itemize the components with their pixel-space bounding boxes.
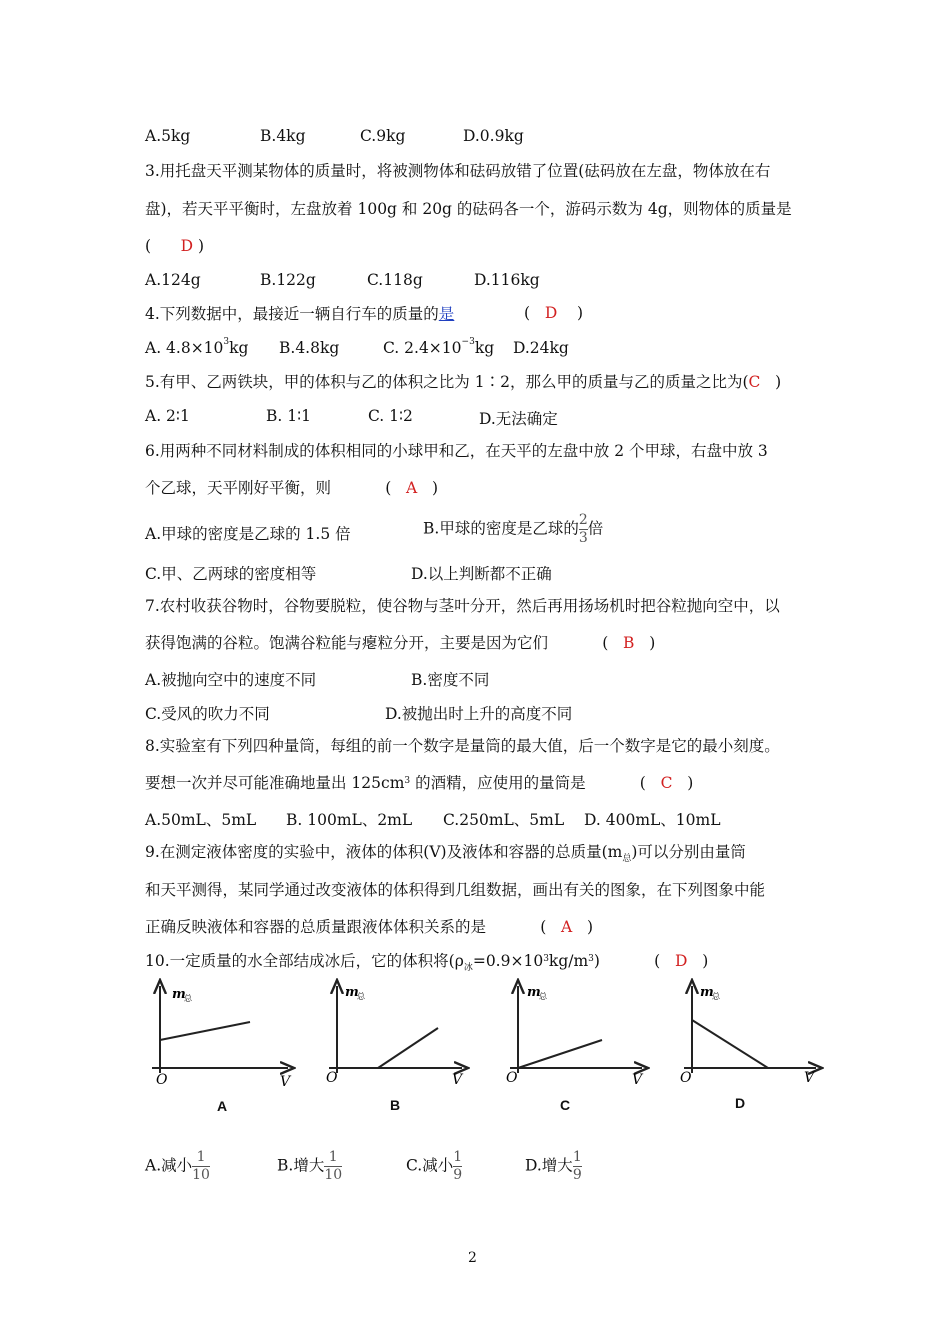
q5-answer: C	[748, 373, 761, 391]
graph-label-b: B	[390, 1097, 401, 1113]
q6-option-c: C.甲、乙两球的密度相等	[145, 565, 317, 583]
q9-answer: A	[561, 918, 573, 936]
graph-b-x-label: V	[452, 1072, 463, 1088]
q9-graphs	[140, 978, 830, 1088]
graph-d-y-label: m	[700, 985, 714, 1000]
graph-d	[680, 985, 816, 1086]
graph-b-y-sub: 总	[357, 992, 365, 1001]
q5-option-a: A. 2∶1	[145, 407, 190, 425]
graph-label-a: A	[217, 1098, 228, 1114]
q7-line2: 获得饱满的谷粒。饱满谷粒能与瘪粒分开，主要是因为它们 ( B )	[145, 634, 656, 652]
graph-c	[506, 985, 644, 1088]
q2-option-b: B.4kg	[260, 127, 306, 145]
q3-option-c: C.118g	[367, 271, 423, 289]
graph-d-y-sub: 总	[712, 992, 720, 1001]
q2-option-a: A.5kg	[145, 127, 191, 145]
page-number: 2	[468, 1250, 477, 1266]
q7-option-a: A.被抛向空中的速度不同	[145, 671, 317, 689]
q4-option-a: A. $4.8\times 10^3kg$	[145, 337, 249, 357]
q8-option-d: D. 400mL、10mL	[584, 811, 721, 829]
q10-option-a: A.减小 $\frac{1}{10}$	[145, 1149, 210, 1183]
q5-option-c: C. 1∶2	[368, 407, 413, 425]
q6-option-d: D.以上判断都不正确	[411, 565, 552, 583]
q6-option-b: B.甲球的密度是乙球的 $\frac{2}{3}$ 倍	[423, 512, 604, 546]
q3-line2: 盘)，若天平平衡时，左盘放着 100g 和 20g 的砝码各一个，游码示数为 4g，则物体的质量是	[145, 200, 792, 218]
graph-label-d: D	[735, 1095, 746, 1111]
q3-option-d: D.116kg	[474, 271, 540, 289]
q3-option-a: A.124g	[145, 271, 201, 289]
q8-option-b: B. 100mL、2mL	[286, 811, 413, 829]
q6-answer: A	[406, 479, 418, 497]
q4-line: 4.下列数据中，最接近一辆自行车的质量的是	[145, 305, 455, 323]
q10-option-d: D.增大 $\frac{1}{9}$	[525, 1149, 582, 1183]
q4-answer: D	[544, 304, 558, 322]
q7-option-d: D.被抛出时上升的高度不同	[385, 705, 573, 723]
q4-option-c: C. $2.4\times 10^{-3}kg$	[383, 337, 495, 357]
graph-b-origin: O	[326, 1070, 338, 1086]
q10-b-fraction: $\frac{1}{10}$	[324, 1149, 343, 1183]
graph-c-line	[518, 1040, 602, 1068]
graph-a-x-label: V	[280, 1074, 291, 1088]
q5-option-d: D.无法确定	[479, 410, 558, 428]
q8-answer: C	[660, 774, 673, 792]
graph-a-line	[160, 1022, 250, 1040]
q10-c-fraction: $\frac{1}{9}$	[453, 1149, 463, 1183]
q8-line2: 要想一次并尽可能准确地量出 $125cm^3$ 的酒精，应使用的量筒是 ( C )	[145, 774, 694, 792]
q6-option-a: A.甲球的密度是乙球的 1.5 倍	[145, 525, 351, 543]
q9-line1: 9.在测定液体密度的实验中，液体的体积(V)及液体和容器的总质量$(m_总)$可以分别由量筒	[145, 843, 746, 865]
q8-option-a: A.50mL、5mL	[145, 811, 257, 829]
q7-line1: 7.农村收获谷物时，谷物要脱粒，使谷物与茎叶分开，然后再用扬场机时把谷粒抛向空中，以	[145, 597, 780, 615]
graph-b	[326, 985, 464, 1088]
q6-line2: 个乙球，天平刚好平衡，则 ( A )	[145, 479, 439, 497]
graph-c-origin: O	[506, 1070, 518, 1086]
q7-option-c: C.受风的吹力不同	[145, 705, 270, 723]
q3-line1: 3.用托盘天平测某物体的质量时，将被测物体和砝码放错了位置(砝码放在左盘，物体放在右	[145, 162, 771, 180]
graph-b-line	[378, 1028, 438, 1068]
q7-answer: B	[623, 634, 635, 652]
q3-option-b: B.122g	[260, 271, 316, 289]
q10-answer: D	[674, 952, 688, 970]
q9-line2: 和天平测得，某同学通过改变液体的体积得到几组数据，画出有关的图象，在下列图象中能	[145, 881, 766, 899]
q4-link[interactable]: 是	[438, 305, 455, 323]
q6-fraction: $\frac{2}{3}$	[578, 512, 588, 546]
graph-c-y-sub: 总	[539, 992, 547, 1001]
q4-option-d: D.24kg	[513, 339, 569, 357]
q8-option-c: C.250mL、5mL	[443, 811, 565, 829]
q3-answer: D	[180, 237, 194, 255]
q4-answer-paren: ( D )	[524, 304, 584, 322]
q10-a-fraction: $\frac{1}{10}$	[192, 1149, 210, 1183]
graph-b-y-label: m	[345, 985, 359, 1000]
graph-a-origin: O	[156, 1072, 168, 1088]
q10-option-c: C.减小 $\frac{1}{9}$	[406, 1149, 463, 1183]
q3-line3: ( D )	[145, 237, 205, 255]
graph-a	[152, 986, 292, 1088]
q5-option-b: B. 1∶1	[266, 407, 312, 425]
graph-c-x-label: V	[632, 1072, 643, 1088]
graph-d-line	[692, 1020, 768, 1068]
q5-line: 5.有甲、乙两铁块，甲的体积与乙的体积之比为 1∶2，那么甲的质量与乙的质量之比为(C )	[145, 373, 782, 391]
graph-a-y-sub: 总	[184, 994, 192, 1003]
graph-d-x-label: V	[804, 1070, 815, 1086]
q8-line1: 8.实验室有下列四种量筒，每组的前一个数字是量筒的最大值，后一个数字是它的最小刻度。	[145, 737, 780, 755]
q10-line: 10.一定质量的水全部结成冰后，它的体积将$(\rho_冰=0.9\times 10^3kg/m^3)$ ( D )	[145, 952, 709, 974]
graph-c-y-label: m	[527, 985, 541, 1000]
graph-label-c: C	[560, 1097, 571, 1113]
q4-option-b: B.4.8kg	[279, 339, 340, 357]
q6-line1: 6.用两种不同材料制成的体积相同的小球甲和乙，在天平的左盘中放 2 个甲球，右盘中放 3	[145, 442, 768, 460]
q10-d-fraction: $\frac{1}{9}$	[572, 1149, 582, 1183]
q9-line3: 正确反映液体和容器的总质量跟液体体积关系的是 ( A )	[145, 918, 594, 936]
q10-option-b: B.增大 $\frac{1}{10}$	[277, 1149, 343, 1183]
q2-option-c: C.9kg	[360, 127, 406, 145]
q7-option-b: B.密度不同	[411, 671, 490, 689]
q2-option-d: D.0.9kg	[463, 127, 524, 145]
graph-a-y-label: m	[172, 987, 186, 1002]
graph-d-origin: O	[680, 1070, 692, 1086]
